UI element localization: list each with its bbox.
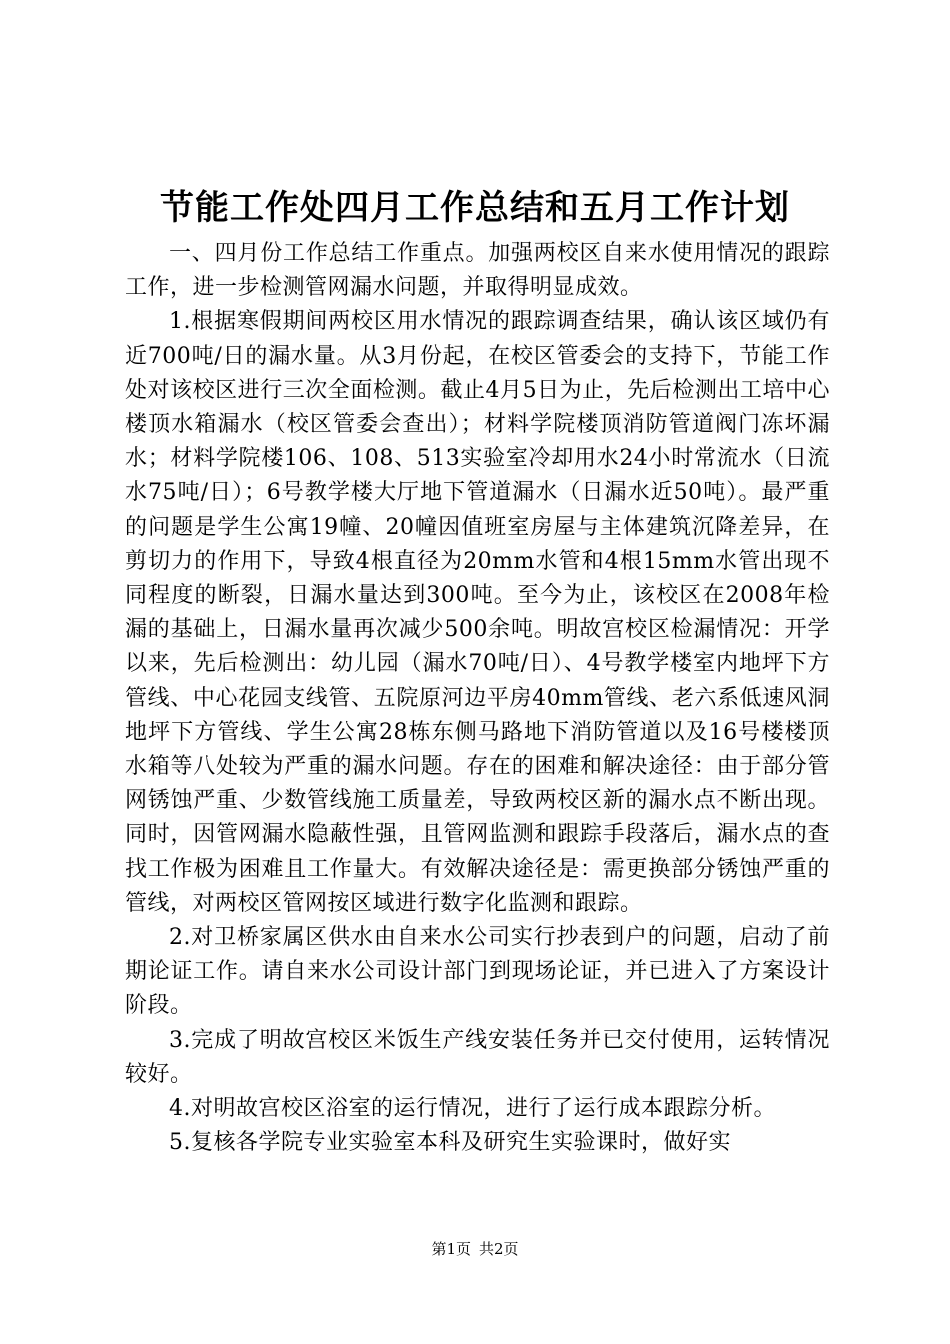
page-total: 共2页	[479, 1240, 519, 1258]
paragraph-item-5: 5.复核各学院专业实验室本科及研究生实验课时，做好实	[169, 1130, 731, 1156]
paragraph-summary-intro: 一、四月份工作总结工作重点。加强两校区自来水使用情况的跟踪工作，进一步检测管网漏水问题，并取得明显成效。	[125, 241, 830, 301]
paragraph-item-4: 4.对明故宫校区浴室的运行情况，进行了运行成本跟踪分析。	[169, 1096, 776, 1122]
paragraph-item-1: 1.根据寒假期间两校区用水情况的跟踪调查结果，确认该区域仍有近700吨/日的漏水量。从3月份起，在校区管委会的支持下，节能工作处对该校区进行三次全面检测。截止4月5日为止，先后检测出工培中心楼顶水箱漏水（校区管委会查出）；材料学院楼顶消防管道阀门冻坏漏水；材料学院楼106、108、513实验室冷却用水24小时常流水（日流水75吨/日）；6号教学楼大厅地下管道漏水（日漏水近50吨）。最严重的问题是学生公寓19幢、20幢因值班室房屋与主体建筑沉降差异，在剪切力的作用下，导致4根直径为20mm水管和4根15mm水管出现不同程度的断裂，日漏水量达到300吨。至今为止，该校区在2008年检漏的基础上，日漏水量再次减少500余吨。明故宫校区检漏情况：开学以来，先后检测出：幼儿园（漏水70吨/日）、4号教学楼室内地坪下方管线、中心花园支线管、五院原河边平房40mm管线、老六系低速风洞地坪下方管线、学生公寓28栋东侧马路地下消防管道以及16号楼楼顶水箱等八处较为严重的漏水问题。存在的困难和解决途径：由于部分管网锈蚀严重、少数管线施工质量差，导致两校区新的漏水点不断出现。同时，因管网漏水隐蔽性强，且管网监测和跟踪手段落后，漏水点的查找工作极为困难且工作量大。有效解决途径是：需更换部分锈蚀严重的管线，对两校区管网按区域进行数字化监测和跟踪。	[125, 309, 830, 916]
page-number: 第1页	[431, 1240, 471, 1258]
document-title: 节能工作处四月工作总结和五月工作计划	[160, 188, 790, 228]
paragraph-item-2: 2.对卫桥家属区供水由自来水公司实行抄表到户的问题，启动了前期论证工作。请自来水公司设计部门到现场论证，并已进入了方案设计阶段。	[125, 925, 830, 1019]
document-body	[125, 237, 830, 1160]
page-footer	[0, 1237, 950, 1261]
paragraph-item-3: 3.完成了明故宫校区米饭生产线安装任务并已交付使用，运转情况较好。	[125, 1027, 830, 1087]
